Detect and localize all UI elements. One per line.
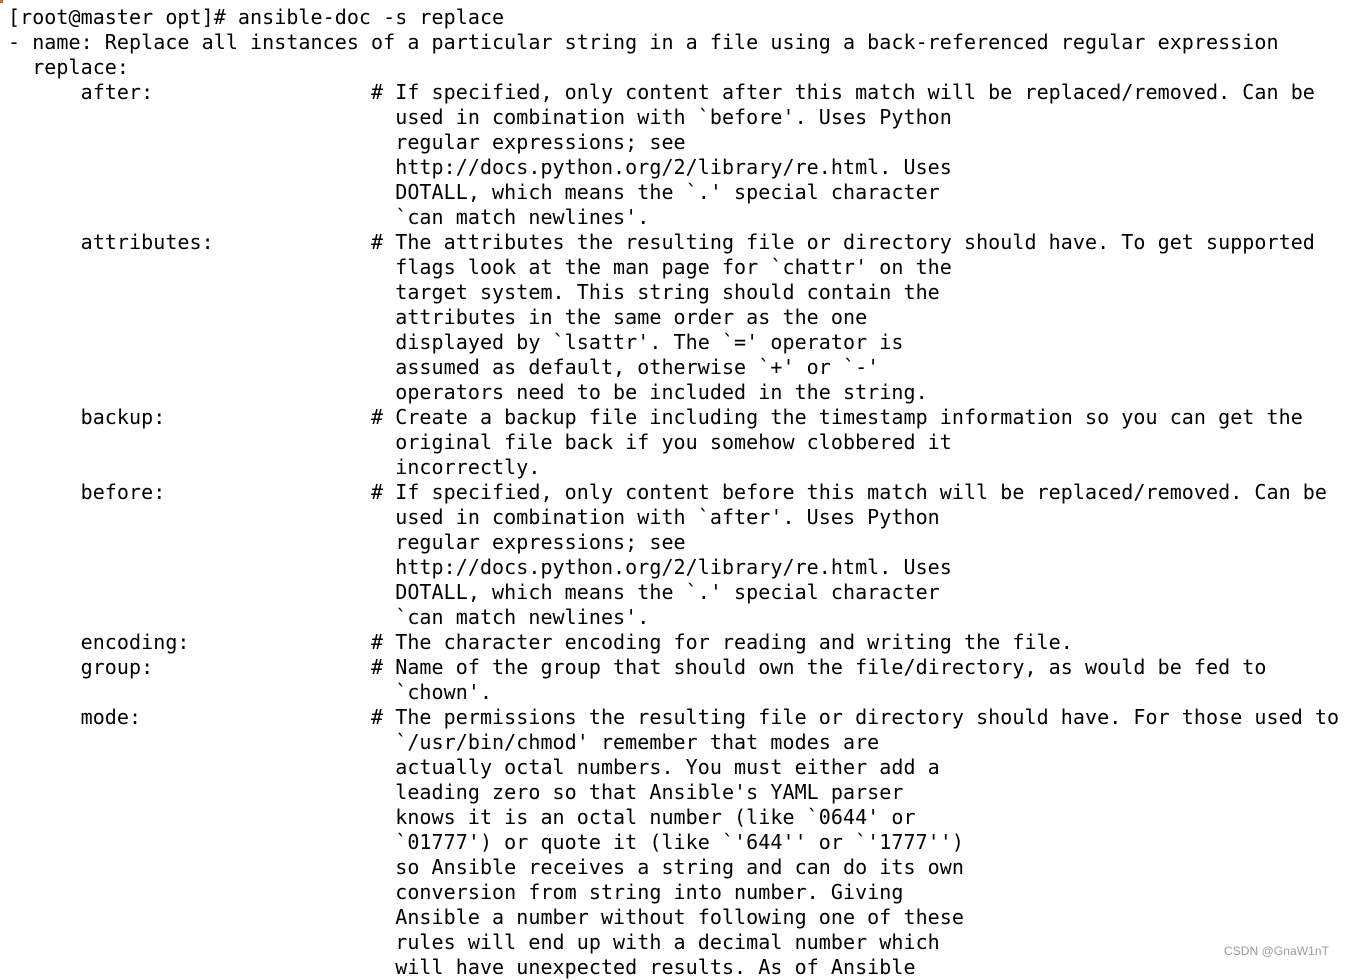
output-line: mode: # The permissions the resulting file or directory should have. For those used to xyxy=(8,705,1340,729)
output-line: before: # If specified, only content before this match will be replaced/removed. Can be xyxy=(8,480,1328,504)
output-line: rules will end up with a decimal number which xyxy=(8,930,940,954)
output-line: displayed by `lsattr'. The `=' operator is xyxy=(8,330,904,354)
output-line: http://docs.python.org/2/library/re.html. Uses xyxy=(8,155,952,179)
output-line: used in combination with `after'. Uses Python xyxy=(8,505,940,529)
output-line: group: # Name of the group that should own the file/directory, as would be fed to xyxy=(8,655,1267,679)
prompt-line: [root@master opt]# ansible-doc -s replace xyxy=(8,5,505,29)
output-line: `01777') or quote it (like `'644'' or `'1777'') xyxy=(8,830,964,854)
output-line: - name: Replace all instances of a particular string in a file using a back-referenced regular expression xyxy=(8,30,1279,54)
output-line: used in combination with `before'. Uses Python xyxy=(8,105,952,129)
csdn-watermark: CSDN @GnaW1nT xyxy=(1224,944,1329,958)
output-line: encoding: # The character encoding for reading and writing the file. xyxy=(8,630,1073,654)
output-line: original file back if you somehow clobbered it xyxy=(8,430,952,454)
output-line: assumed as default, otherwise `+' or `-' xyxy=(8,355,880,379)
output-line: replace: xyxy=(8,55,130,79)
output-line: target system. This string should contain the xyxy=(8,280,940,304)
output-line: leading zero so that Ansible's YAML parser xyxy=(8,780,904,804)
output-line: incorrectly. xyxy=(8,455,541,479)
edge-mark xyxy=(0,0,3,3)
output-line: actually octal numbers. You must either add a xyxy=(8,755,940,779)
output-line: regular expressions; see xyxy=(8,130,686,154)
output-line: flags look at the man page for `chattr' on the xyxy=(8,255,952,279)
output-line: conversion from string into number. Giving xyxy=(8,880,904,904)
output-line: DOTALL, which means the `.' special character xyxy=(8,580,940,604)
output-line: operators need to be included in the string. xyxy=(8,380,928,404)
output-line: `can match newlines'. xyxy=(8,605,650,629)
output-line: attributes in the same order as the one xyxy=(8,305,868,329)
output-line: attributes: # The attributes the resulting file or directory should have. To get supported xyxy=(8,230,1315,254)
output-line: `chown'. xyxy=(8,680,493,704)
output-line: after: # If specified, only content after this match will be replaced/removed. Can be xyxy=(8,80,1315,104)
output-line: `can match newlines'. xyxy=(8,205,650,229)
output-line: so Ansible receives a string and can do its own xyxy=(8,855,964,879)
output-line: `/usr/bin/chmod' remember that modes are xyxy=(8,730,880,754)
output-line: knows it is an octal number (like `0644' or xyxy=(8,805,916,829)
output-line: will have unexpected results. As of Ansible xyxy=(8,955,916,979)
output-line: DOTALL, which means the `.' special character xyxy=(8,180,940,204)
output-line: regular expressions; see xyxy=(8,530,686,554)
output-line: Ansible a number without following one of these xyxy=(8,905,964,929)
output-line: http://docs.python.org/2/library/re.html. Uses xyxy=(8,555,952,579)
output-line: backup: # Create a backup file including the timestamp information so you can get the xyxy=(8,405,1303,429)
